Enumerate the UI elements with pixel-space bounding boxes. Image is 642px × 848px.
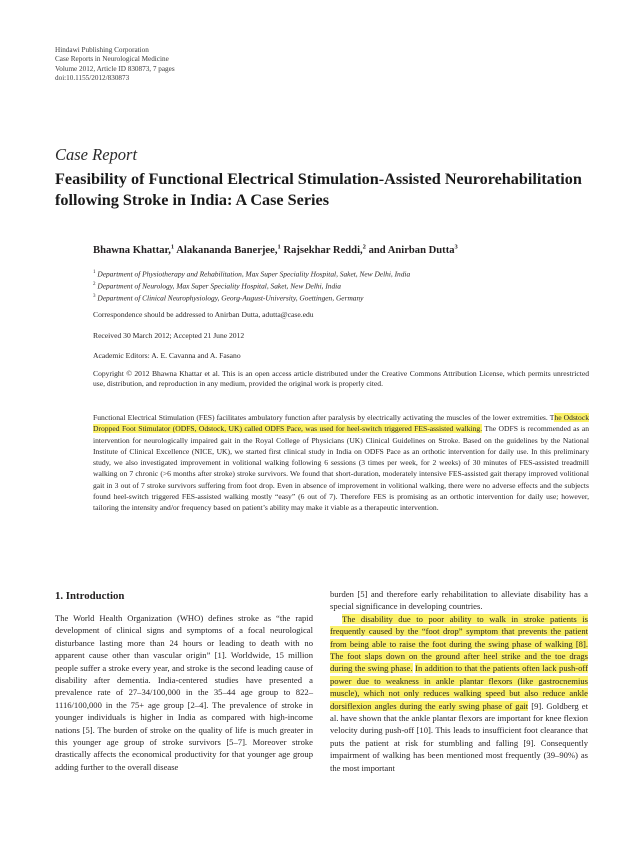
author: and Anirban Dutta$^3$ bbox=[368, 243, 458, 256]
received-dates: Received 30 March 2012; Accepted 21 June 2012 bbox=[93, 331, 245, 340]
body-column-left bbox=[55, 612, 313, 773]
highlight: he Odstock Dropped Foot Stimulator (ODFS, Odstock, UK) called ODFS Pace, was used for heel-switch triggered FES-assisted walking. bbox=[93, 413, 589, 434]
academic-editors: Academic Editors: A. E. Cavanna and A. Fasano bbox=[93, 351, 241, 360]
copyright-notice: Copyright © 2012 Bhawna Khattar et al. This is an open access article distributed under the Creative Commons Attribution License, which permits unrestricted use, distribution, and reproduction in any medium, provided the original work is properly cited. bbox=[93, 369, 589, 388]
affiliation: $^2$ Department of Neurology, Max Super Speciality Hospital, Saket, New Delhi, India bbox=[93, 281, 341, 291]
paragraph: The disability due to poor ability to walk in stroke patients is frequently caused by the “foot drop” symptom that prevents the patient from being able to raise the foot during the swing phase of walking [8]. The foot slaps down on the ground after heel strike and the toe drags during the swing phase. In addition to that the patients often lack push-off power due to weakness in ankle plantar flexors (like gastrocnemius muscle), which not only reduces walking speed but also reduce ankle dorsiflexion angles during the early swing phase of gait [9]. Goldberg et al. have shown that the ankle plantar flexors are important for knee flexion velocity during push-off [10]. This leads to insufficient foot clearance that puts the patient at risk for stumbling and falling [9]. Consequently impairment of walking has been mentioned most frequently (39–90%) as the most important bbox=[330, 613, 588, 773]
paragraph: The World Health Organization (WHO) defines stroke as “the rapid development of clinical signs and symptoms of a focal neurological disturbance lasting more than 24 hours or leading to death with no apparent cause other than vascular origin” [1]. Worldwide, 15 million people suffer a stroke every year, and stroke is the second leading cause of disability after dementia. India-centered studies have presented a prevalence rate of 27–34/100,000 in the 35–44 age group to 822–1116/100,000 in the 75+ age group [2–4]. The prevalence of stroke in younger individuals is higher in India as compared with high-income nations [5]. The burden of stroke on the quality of life is much greater in this younger age group of stroke survivors [5–7]. Moreover stroke drastically affects the economical productivity for that younger age group adding further to the overall disease bbox=[55, 613, 313, 772]
author: Bhawna Khattar,$^1$ bbox=[93, 243, 175, 256]
abstract: Functional Electrical Stimulation (FES) facilitates ambulatory function after paralysis by electrically activating the muscles of the lower extremities. The Odstock Dropped Foot Stimulator (ODFS, Odstock, UK) called ODFS Pace, was used for heel-switch triggered FES-assisted walking. The ODFS is recommended as an intervention for neurologically impaired gait in the Royal College of Physicians (UK) Clinical Guidelines on Stroke. Based on the guidelines by the National Institute of Clinical Excellence (NICE, UK), we started first clinical study in India on ODFS Pace as an orthotic intervention for daily use. In this preliminary study, we also investigated improvement in volitional walking following 6 sessions (3 times per week, for 2 weeks) of 30 minutes of FES-assisted treadmill walking on 7 chronic (>6 months after stroke) stroke survivors. We found that short-duration, moderately intensive FES-assisted gait therapy improved volitional gait in 3 out of 7 stroke survivors suffering from foot drop. Even in absence of improvement in volitional walking, there were no adverse effects and the subjects found heel-switch triggered FES-assisted walking mostly “easy” (6 out of 7). Therefore FES is promising as an orthotic intervention for daily use; however, tailoring the intensity and/or frequency based on patient’s ability may make it viable as a therapeutic intervention. bbox=[93, 413, 590, 513]
highlight: The disability due to poor ability to walk in stroke patients is frequently caused by the “foot drop” symptom that prevents the patient from being able to raise the foot during the swing phase of walking [8]. The foot slaps down on the ground after heel strike and the toe drags during the swing phase. bbox=[330, 613, 588, 674]
correspondence: Correspondence should be addressed to Anirban Dutta, adutta@case.edu bbox=[93, 310, 314, 319]
author: Rajsekhar Reddi,$^2$ bbox=[283, 243, 366, 256]
doi: doi:10.1155/2012/830873 bbox=[55, 73, 130, 82]
section-heading: 1. Introduction bbox=[55, 590, 125, 602]
publisher-name: Hindawi Publishing Corporation bbox=[55, 46, 149, 54]
journal-masthead bbox=[55, 46, 175, 83]
author-list bbox=[93, 243, 458, 256]
journal-name: Case Reports in Neurological Medicine bbox=[55, 55, 169, 64]
body-column-right bbox=[330, 588, 588, 774]
affiliation: $^1$ Department of Physiotherapy and Rehabilitation, Max Super Speciality Hospital, Saket, New Delhi, India bbox=[93, 269, 411, 279]
article-title: Feasibility of Functional Electrical Stimulation-Assisted Neurorehabilitation following Stroke in India: A Case Series bbox=[55, 170, 582, 209]
author: Alakananda Banerjee,$^1$ bbox=[176, 243, 281, 256]
article-type: Case Report bbox=[55, 145, 138, 164]
volume-info: Volume 2012, Article ID 830873, 7 pages bbox=[55, 64, 175, 73]
highlight: In addition to that the patients often lack push-off power due to weakness in ankle plantar flexors (like gastrocnemius muscle), which not only reduces walking speed but also reduce ankle dorsiflexion angles during the early swing phase of gait bbox=[330, 663, 588, 711]
paragraph: burden [5] and therefore early rehabilitation to alleviate disability has a special significance in developing countries. bbox=[330, 589, 588, 612]
affiliation: $^3$ Department of Clinical Neurophysiology, Georg-August-University, Goettingen, Germany bbox=[93, 293, 364, 303]
affiliation-list bbox=[93, 268, 410, 305]
